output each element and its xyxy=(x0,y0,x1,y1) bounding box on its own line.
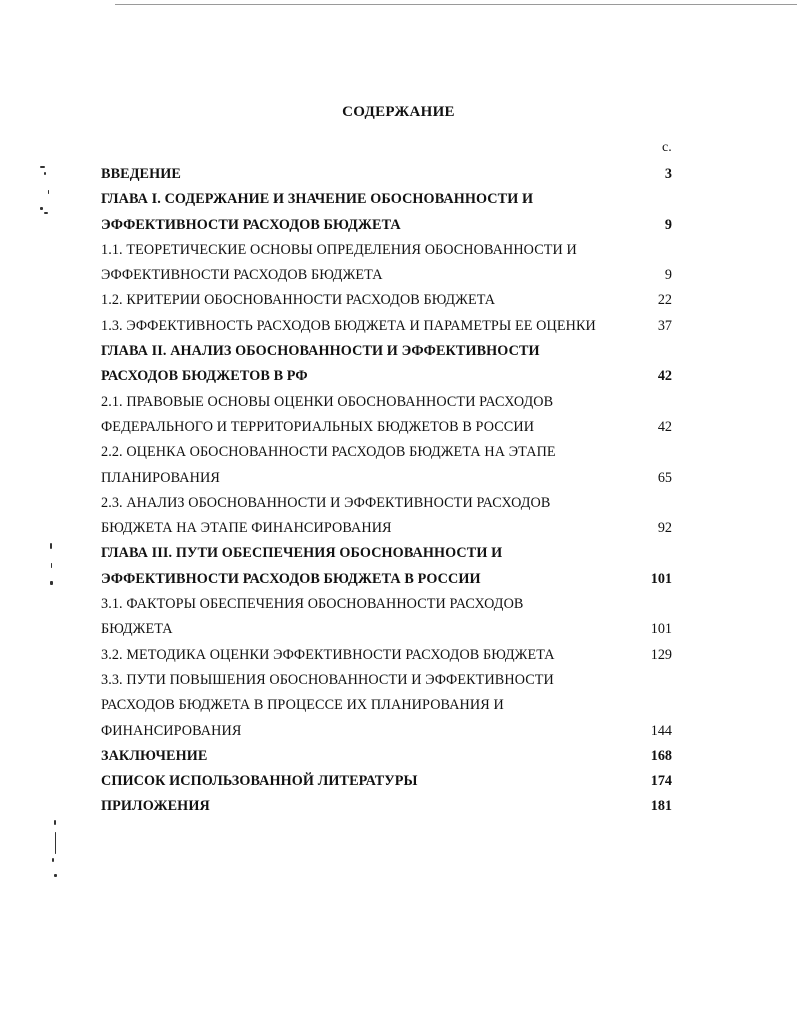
top-rule xyxy=(115,4,797,5)
toc-entry xyxy=(0,213,797,238)
toc-entry xyxy=(0,466,797,491)
toc-entry-title: 3.1. ФАКТОРЫ ОБЕСПЕЧЕНИЯ ОБОСНОВАННОСТИ РАСХОДОВ xyxy=(101,596,524,613)
toc-entry xyxy=(0,693,797,718)
toc-entry xyxy=(0,364,797,389)
toc-entry-page: 9 xyxy=(664,216,672,233)
toc-entry-title: СПИСОК ИСПОЛЬЗОВАННОЙ ЛИТЕРАТУРЫ xyxy=(101,773,418,790)
toc-entry-page: 65 xyxy=(657,469,672,486)
toc-entry-title: ГЛАВА II. АНАЛИЗ ОБОСНОВАННОСТИ И ЭФФЕКТИВНОСТИ xyxy=(101,343,540,360)
toc-entry-title: ФИНАНСИРОВАНИЯ xyxy=(101,722,242,739)
toc-entry-title: ЭФФЕКТИВНОСТИ РАСХОДОВ БЮДЖЕТА xyxy=(101,267,383,284)
pages-column-label: с. xyxy=(662,140,672,155)
toc-entry xyxy=(0,617,797,642)
toc-entry-title: БЮДЖЕТА xyxy=(101,621,173,638)
toc-entry-title: 3.3. ПУТИ ПОВЫШЕНИЯ ОБОСНОВАННОСТИ И ЭФФЕКТИВНОСТИ xyxy=(101,671,554,688)
toc-entry xyxy=(0,263,797,288)
toc-entry xyxy=(0,238,797,263)
toc-entry xyxy=(0,794,797,819)
toc-entry-title: ГЛАВА III. ПУТИ ОБЕСПЕЧЕНИЯ ОБОСНОВАННОСТИ И xyxy=(101,545,503,562)
toc-entry-title: ЭФФЕКТИВНОСТИ РАСХОДОВ БЮДЖЕТА xyxy=(101,216,401,233)
toc-entry-page: 42 xyxy=(657,418,672,435)
toc-entry xyxy=(0,187,797,212)
toc-entry-page: 9 xyxy=(664,267,672,284)
toc-entry-page: 22 xyxy=(657,292,672,309)
toc-entry-title: 1.2. КРИТЕРИИ ОБОСНОВАННОСТИ РАСХОДОВ БЮДЖЕТА xyxy=(101,292,496,309)
toc-entry xyxy=(0,668,797,693)
toc-entry-title: БЮДЖЕТА НА ЭТАПЕ ФИНАНСИРОВАНИЯ xyxy=(101,520,392,537)
page-title: СОДЕРЖАНИЕ xyxy=(342,104,455,120)
toc-entry xyxy=(0,567,797,592)
toc-entry-title: 3.2. МЕТОДИКА ОЦЕНКИ ЭФФЕКТИВНОСТИ РАСХОДОВ БЮДЖЕТА xyxy=(101,646,555,663)
toc-entry xyxy=(0,440,797,465)
toc-entry-title: ЭФФЕКТИВНОСТИ РАСХОДОВ БЮДЖЕТА В РОССИИ xyxy=(101,570,481,587)
toc-entry-page: 42 xyxy=(657,368,672,385)
toc-entry-title: 2.3. АНАЛИЗ ОБОСНОВАННОСТИ И ЭФФЕКТИВНОСТИ РАСХОДОВ xyxy=(101,494,551,511)
toc-entry-title: ПРИЛОЖЕНИЯ xyxy=(101,798,210,815)
toc-entry-page: 3 xyxy=(664,166,672,182)
toc-entry xyxy=(0,592,797,617)
toc-entry xyxy=(0,643,797,668)
toc-entry-title: 2.1. ПРАВОВЫЕ ОСНОВЫ ОЦЕНКИ ОБОСНОВАННОСТИ РАСХОДОВ xyxy=(101,393,554,410)
toc-entry xyxy=(0,415,797,440)
toc-entry-page: 144 xyxy=(650,722,672,739)
toc-entry-title: ЗАКЛЮЧЕНИЕ xyxy=(101,747,208,764)
toc-entry-title: 1.1. ТЕОРЕТИЧЕСКИЕ ОСНОВЫ ОПРЕДЕЛЕНИЯ ОБОСНОВАННОСТИ И xyxy=(101,241,577,258)
toc-entry-title: РАСХОДОВ БЮДЖЕТА В ПРОЦЕССЕ ИХ ПЛАНИРОВАНИЯ И xyxy=(101,697,504,714)
toc-entry xyxy=(0,314,797,339)
toc-entry-page: 92 xyxy=(657,520,672,537)
toc-entry-page: 174 xyxy=(650,773,672,790)
toc-entry-title: ПЛАНИРОВАНИЯ xyxy=(101,469,220,486)
toc-entry xyxy=(0,541,797,566)
toc-entry xyxy=(0,288,797,313)
table-of-contents xyxy=(0,162,797,820)
toc-entry xyxy=(0,719,797,744)
toc-entry xyxy=(0,744,797,769)
toc-entry xyxy=(0,491,797,516)
toc-entry-title: ВВЕДЕНИЕ xyxy=(101,166,181,182)
toc-entry-title: РАСХОДОВ БЮДЖЕТОВ В РФ xyxy=(101,368,308,385)
toc-entry-page: 101 xyxy=(650,621,672,638)
toc-entry-title: ГЛАВА I. СОДЕРЖАНИЕ И ЗНАЧЕНИЕ ОБОСНОВАННОСТИ И xyxy=(101,191,534,208)
toc-entry xyxy=(0,162,797,187)
toc-entry xyxy=(0,769,797,794)
toc-entry-title: 2.2. ОЦЕНКА ОБОСНОВАННОСТИ РАСХОДОВ БЮДЖЕТА НА ЭТАПЕ xyxy=(101,444,556,461)
toc-entry-title: 1.3. ЭФФЕКТИВНОСТЬ РАСХОДОВ БЮДЖЕТА И ПАРАМЕТРЫ ЕЕ ОЦЕНКИ xyxy=(101,317,596,334)
toc-entry-page: 37 xyxy=(657,317,672,334)
toc-entry-page: 181 xyxy=(650,798,672,815)
toc-entry xyxy=(0,339,797,364)
toc-entry-page: 129 xyxy=(650,646,672,663)
toc-entry-page: 168 xyxy=(650,747,672,764)
toc-entry xyxy=(0,390,797,415)
toc-entry xyxy=(0,516,797,541)
toc-entry-title: ФЕДЕРАЛЬНОГО И ТЕРРИТОРИАЛЬНЫХ БЮДЖЕТОВ В РОССИИ xyxy=(101,418,535,435)
toc-entry-page: 101 xyxy=(650,570,672,587)
